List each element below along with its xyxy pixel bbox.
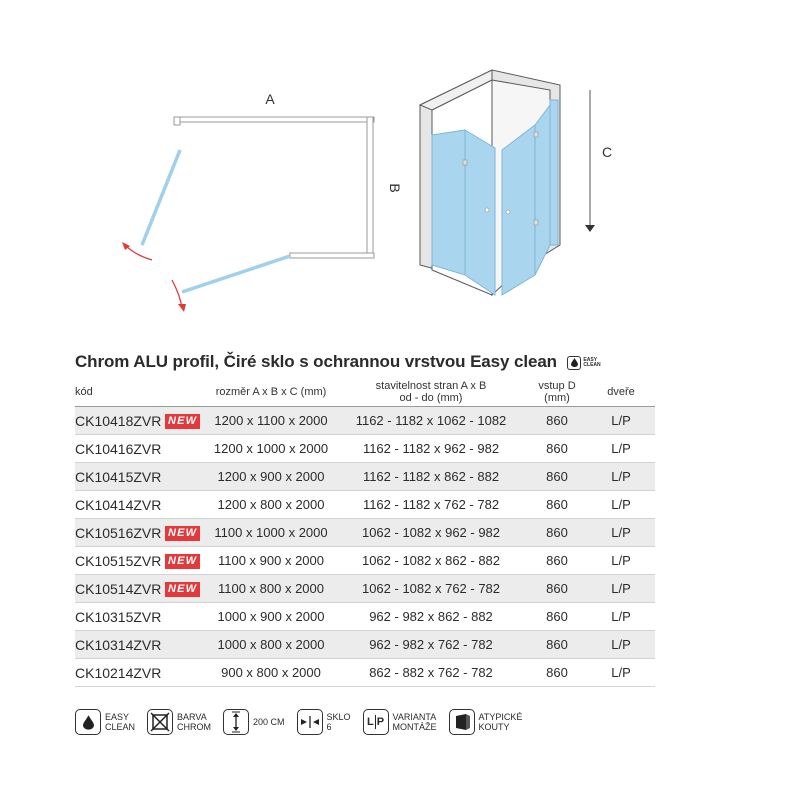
wall-profile: [174, 117, 374, 258]
cell-dimensions: 1100 x 1000 x 2000: [207, 519, 335, 547]
mount-letter-p: P: [376, 716, 385, 728]
chrome-profile-icon: [147, 709, 173, 735]
product-title: Chrom ALU profil, Čiré sklo s ochrannou vrstvou Easy clean: [75, 352, 557, 371]
cell-entry: 860: [527, 631, 587, 659]
header-dimensions: rozměr A x B x C (mm): [207, 378, 335, 407]
table-row: [75, 659, 655, 687]
label-a: A: [265, 91, 275, 107]
legend-text: VARIANTA MONTÁŽE: [392, 712, 437, 732]
header-entry-line2: (mm): [544, 392, 570, 404]
cell-new: [165, 407, 207, 435]
header-adjust-line2: od - do (mm): [399, 392, 463, 404]
cell-code: CK10418ZVR: [75, 407, 165, 435]
cell-code: CK10314ZVR: [75, 631, 165, 659]
cell-door: L/P: [587, 463, 655, 491]
cell-new: [165, 547, 207, 575]
cell-door: L/P: [587, 547, 655, 575]
cell-adjustability: 962 - 982 x 862 - 882: [335, 603, 527, 631]
cell-dimensions: 1000 x 800 x 2000: [207, 631, 335, 659]
mount-letter-l: L: [367, 716, 374, 728]
new-badge: NEW: [165, 582, 200, 597]
easy-clean-badge: [567, 356, 600, 370]
cell-door: L/P: [587, 603, 655, 631]
table-row: [75, 603, 655, 631]
table-row: [75, 631, 655, 659]
door-swing-arrows: [125, 245, 182, 308]
cell-dimensions: 1200 x 1000 x 2000: [207, 435, 335, 463]
legend-text: ATYPICKÉ KOUTY: [478, 712, 523, 732]
label-b: B: [387, 183, 403, 193]
header-adjustability: [335, 378, 527, 407]
cell-door: L/P: [587, 407, 655, 435]
cell-new: [165, 575, 207, 603]
cell-dimensions: 1000 x 900 x 2000: [207, 603, 335, 631]
cell-door: L/P: [587, 435, 655, 463]
easy-clean-badge-text: EASY CLEAN: [583, 356, 601, 368]
cell-dimensions: 900 x 800 x 2000: [207, 659, 335, 687]
header-entry-line1: vstup D: [538, 380, 576, 392]
height-dimension-arrow: [585, 225, 595, 232]
cell-entry: 860: [527, 435, 587, 463]
cell-new: [165, 435, 207, 463]
cell-door: L/P: [587, 659, 655, 687]
legend-item-mounting: [363, 709, 437, 735]
new-badge: NEW: [165, 554, 200, 569]
cell-entry: 860: [527, 547, 587, 575]
cell-dimensions: 1100 x 900 x 2000: [207, 547, 335, 575]
cell-dimensions: 1200 x 900 x 2000: [207, 463, 335, 491]
glass-thickness-icon: [297, 709, 323, 735]
header-door: dveře: [587, 378, 655, 407]
legend-item-glass: [297, 709, 351, 735]
cell-code: CK10214ZVR: [75, 659, 165, 687]
cell-door: L/P: [587, 519, 655, 547]
cell-adjustability: 962 - 982 x 762 - 782: [335, 631, 527, 659]
water-drop-icon: [567, 356, 581, 370]
legend-text: BARVA CHROM: [177, 712, 212, 732]
table-row: [75, 491, 655, 519]
table-row: [75, 407, 655, 435]
cell-entry: 860: [527, 407, 587, 435]
shower-3d-view: [410, 60, 620, 310]
cell-new: [165, 463, 207, 491]
left-right-mount-icon: [363, 709, 389, 735]
cell-code: CK10415ZVR: [75, 463, 165, 491]
new-badge: NEW: [165, 414, 200, 429]
table-header-row: [75, 378, 655, 407]
cell-adjustability: 1162 - 1182 x 762 - 782: [335, 491, 527, 519]
legend-text: 200 CM: [253, 717, 285, 727]
legend-text: EASY CLEAN: [105, 712, 136, 732]
header-entry: [527, 378, 587, 407]
legend-text: SKLO 6: [326, 712, 351, 732]
cell-entry: 860: [527, 491, 587, 519]
cell-adjustability: 1062 - 1082 x 862 - 882: [335, 547, 527, 575]
feature-legend: [75, 705, 534, 739]
cell-code: CK10516ZVR: [75, 519, 165, 547]
title-row: [75, 352, 655, 374]
cell-adjustability: 1162 - 1182 x 1062 - 1082: [335, 407, 527, 435]
cell-entry: 860: [527, 575, 587, 603]
cell-entry: 860: [527, 463, 587, 491]
cell-new: [165, 659, 207, 687]
cell-dimensions: 1200 x 800 x 2000: [207, 491, 335, 519]
cell-code: CK10515ZVR: [75, 547, 165, 575]
legend-item-chrome: [147, 709, 211, 735]
swing-arrow-bottom-head: [178, 304, 186, 312]
new-badge: NEW: [165, 526, 200, 541]
cell-entry: 860: [527, 659, 587, 687]
table-row: [75, 575, 655, 603]
cell-new: [165, 519, 207, 547]
table-body: [75, 407, 655, 687]
water-drop-icon: [75, 709, 101, 735]
custom-corner-icon: [449, 709, 475, 735]
table-row: [75, 519, 655, 547]
cell-door: L/P: [587, 575, 655, 603]
spec-table: [75, 378, 655, 687]
cell-new: [165, 631, 207, 659]
header-code: kód: [75, 378, 165, 407]
cell-adjustability: 1162 - 1182 x 862 - 882: [335, 463, 527, 491]
header-new-spacer: [165, 378, 207, 407]
table-row: [75, 435, 655, 463]
cell-dimensions: 1100 x 800 x 2000: [207, 575, 335, 603]
height-arrow-icon: [223, 709, 249, 735]
cell-entry: 860: [527, 603, 587, 631]
glass-panels: [142, 150, 290, 292]
cell-code: CK10514ZVR: [75, 575, 165, 603]
cell-adjustability: 1162 - 1182 x 962 - 982: [335, 435, 527, 463]
legend-item-easy-clean: [75, 709, 135, 735]
cell-entry: 860: [527, 519, 587, 547]
cell-door: L/P: [587, 631, 655, 659]
table-row: [75, 463, 655, 491]
cell-new: [165, 491, 207, 519]
cell-new: [165, 603, 207, 631]
cell-adjustability: 1062 - 1082 x 962 - 982: [335, 519, 527, 547]
legend-item-height: [223, 709, 285, 735]
table-row: [75, 547, 655, 575]
cell-dimensions: 1200 x 1100 x 2000: [207, 407, 335, 435]
legend-item-custom: [449, 709, 523, 735]
label-c: C: [601, 144, 613, 160]
cell-adjustability: 1062 - 1082 x 762 - 782: [335, 575, 527, 603]
cell-code: CK10416ZVR: [75, 435, 165, 463]
cell-adjustability: 862 - 882 x 762 - 782: [335, 659, 527, 687]
header-adjust-line1: stavitelnost stran A x B: [375, 380, 487, 392]
plan-diagram: [100, 80, 403, 320]
cell-door: L/P: [587, 491, 655, 519]
cell-code: CK10414ZVR: [75, 491, 165, 519]
cell-code: CK10315ZVR: [75, 603, 165, 631]
